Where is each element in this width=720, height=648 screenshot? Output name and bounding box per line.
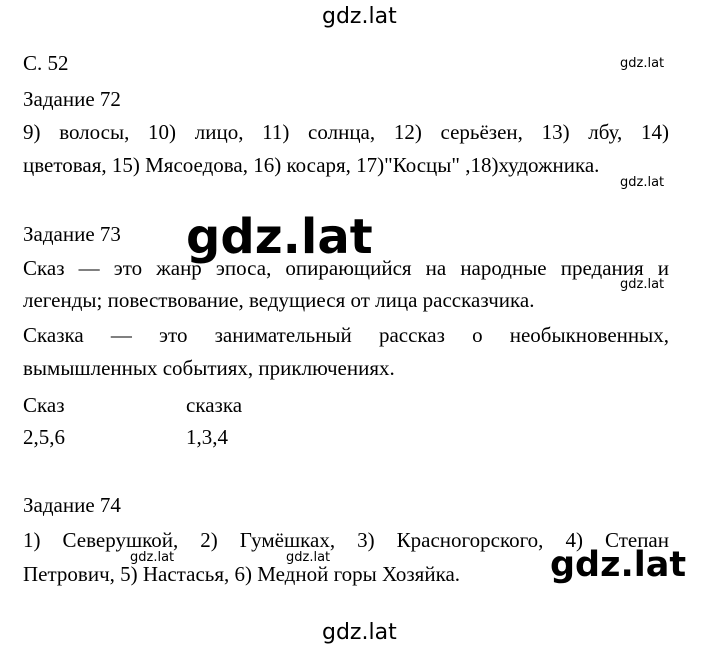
watermark-small: gdz.lat [620,56,665,71]
task-72-line-1 [23,122,669,143]
task-74-title: Задание 74 [23,493,121,517]
skaz-definition-line-1 [23,258,669,279]
watermark-small: gdz.lat [286,550,331,565]
column-header-skazka: сказка [186,393,243,417]
task-72-line-2: цветовая, 15) Мясоедова, 16) косаря, 17)"Косцы" ,18)художника. [23,153,600,177]
watermark-small: gdz.lat [130,550,175,565]
skaz-definition-line-2: легенды; повествование, ведущиеся от лица рассказчика. [23,288,535,312]
skazka-definition-line-2: вымышленных событиях, приключениях. [23,356,395,380]
watermark-top: gdz.lat [322,4,397,29]
column-value-skaz: 2,5,6 [23,425,65,449]
task-73-title: Задание 73 [23,222,121,246]
watermark-small: gdz.lat [620,175,665,190]
watermark-large-right: gdz.lat [550,545,687,585]
watermark-large: gdz.lat [186,209,373,265]
skazka-definition-line-1 [23,325,669,346]
task-72-title: Задание 72 [23,87,121,111]
page-reference: С. 52 [23,51,69,75]
skaz-definition-line-1-text: Сказ — это жанр эпоса, опирающийся на народные предания и [23,256,669,280]
task-74-line-2: Петрович, 5) Настасья, 6) Медной горы Хозяйка. [23,562,461,586]
column-header-skaz: Сказ [23,393,65,417]
task-72-line-1-text: 9) волосы, 10) лицо, 11) солнца, 12) серьёзен, 13) лбу, 14) [23,120,669,144]
watermark-bottom: gdz.lat [322,620,397,645]
task-74-line-1-text: 1) Северушкой, 2) Гумёшках, 3) Красногорского, 4) Степан [23,528,669,552]
watermark-small: gdz.lat [620,277,665,292]
column-value-skazka: 1,3,4 [186,425,228,449]
skazka-definition-line-1-text: Сказка — это занимательный рассказ о необыкновенных, [23,323,669,347]
